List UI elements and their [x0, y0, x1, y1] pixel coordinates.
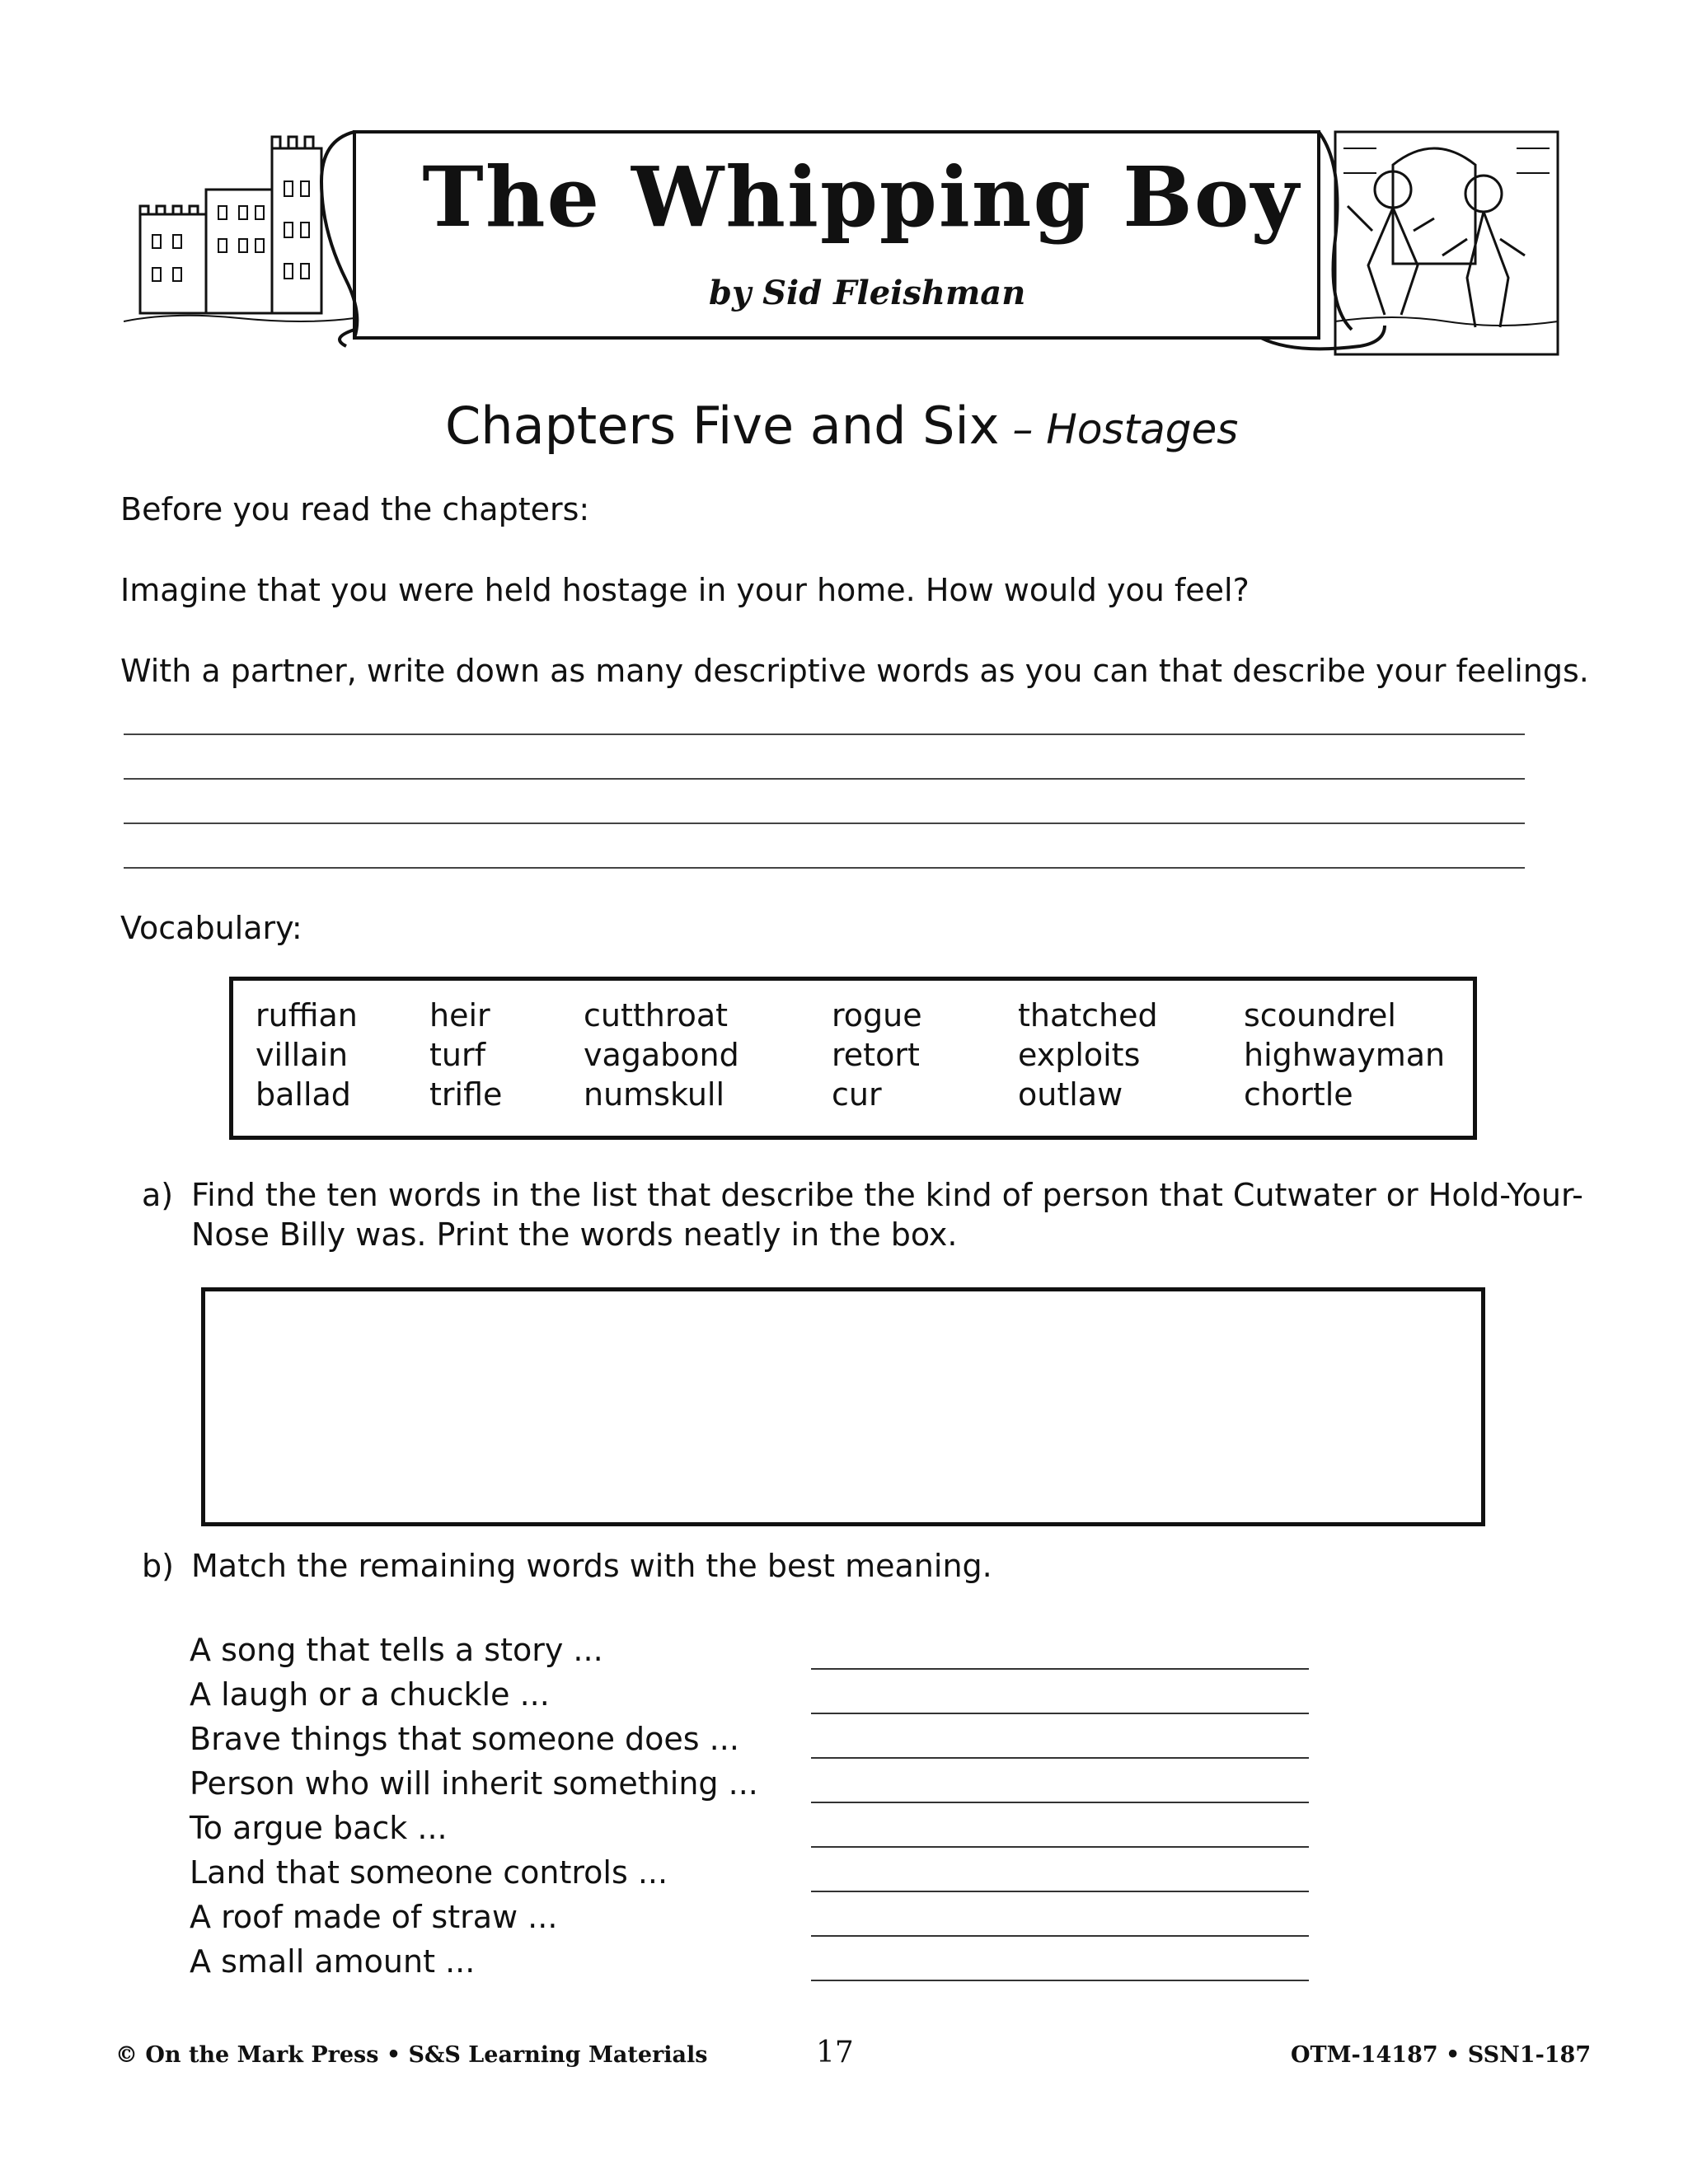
vocab-word: numskull [584, 1076, 725, 1113]
book-author: by Sid Fleishman [709, 274, 1026, 312]
footer-code: OTM-14187 • SSN1-187 [1291, 2042, 1592, 2068]
meaning-item: To argue back ... [190, 1810, 448, 1846]
chapter-subtitle: Hostages [1046, 405, 1239, 453]
boys-illustration [1335, 132, 1558, 354]
answer-line[interactable] [811, 1980, 1309, 1981]
writing-line[interactable] [124, 823, 1525, 824]
answer-line[interactable] [811, 1757, 1309, 1759]
chapter-title: Chapters Five and Six [445, 396, 1000, 456]
answer-line[interactable] [811, 1713, 1309, 1714]
vocab-word: ballad [256, 1076, 351, 1113]
vocab-word: exploits [1018, 1037, 1141, 1073]
vocabulary-box [229, 977, 1477, 1140]
vocabulary-heading: Vocabulary: [120, 910, 302, 946]
meaning-item: Land that someone controls ... [190, 1854, 668, 1891]
vocab-word: ruffian [256, 997, 358, 1033]
vocab-word: rogue [832, 997, 922, 1033]
meaning-item: A roof made of straw ... [190, 1899, 558, 1935]
vocab-word: scoundrel [1244, 997, 1396, 1033]
question-a-line-2: Nose Billy was. Print the words neatly in the box. [191, 1216, 958, 1253]
vocab-word: cur [832, 1076, 882, 1113]
footer-publisher: © On the Mark Press • S&S Learning Materials [115, 2042, 708, 2068]
vocab-word: vagabond [584, 1037, 739, 1073]
chapter-dash: – [999, 405, 1047, 453]
answer-line[interactable] [811, 1935, 1309, 1937]
question-a-line-1: Find the ten words in the list that describe the kind of person that Cutwater or Hold-Your- [191, 1177, 1583, 1213]
answer-line[interactable] [811, 1802, 1309, 1803]
page-number: 17 [816, 2036, 854, 2069]
writing-line[interactable] [124, 867, 1525, 869]
vocab-word: highwayman [1244, 1037, 1446, 1073]
vocab-word: villain [256, 1037, 349, 1073]
meaning-item: Brave things that someone does ... [190, 1721, 739, 1757]
vocab-word: trifle [429, 1076, 503, 1113]
castle-illustration [124, 137, 354, 321]
question-a-label: a) [142, 1177, 174, 1213]
before-prompt-2: With a partner, write down as many descriptive words as you can that describe your feelings. [120, 653, 1589, 689]
meaning-item: A small amount ... [190, 1943, 476, 1980]
before-prompt-1: Imagine that you were held hostage in your home. How would you feel? [120, 572, 1250, 608]
book-title: The Whipping Boy [422, 148, 1301, 246]
writing-line[interactable] [124, 733, 1525, 735]
writing-line[interactable] [124, 778, 1525, 780]
chapter-heading [445, 396, 1238, 456]
answer-box[interactable] [201, 1287, 1485, 1526]
meaning-item: A laugh or a chuckle ... [190, 1676, 550, 1713]
meaning-item: A song that tells a story ... [190, 1632, 603, 1668]
answer-line[interactable] [811, 1668, 1309, 1670]
answer-line[interactable] [811, 1891, 1309, 1892]
before-heading: Before you read the chapters: [120, 491, 590, 527]
vocab-word: retort [832, 1037, 920, 1073]
question-b-label: b) [142, 1548, 174, 1584]
question-b-text: Match the remaining words with the best meaning. [191, 1548, 992, 1584]
vocab-word: outlaw [1018, 1076, 1123, 1113]
vocab-word: thatched [1018, 997, 1158, 1033]
meaning-item: Person who will inherit something ... [190, 1765, 758, 1802]
vocab-word: heir [429, 997, 490, 1033]
vocab-word: chortle [1244, 1076, 1353, 1113]
vocab-word: cutthroat [584, 997, 729, 1033]
answer-line[interactable] [811, 1846, 1309, 1848]
vocab-word: turf [429, 1037, 485, 1073]
